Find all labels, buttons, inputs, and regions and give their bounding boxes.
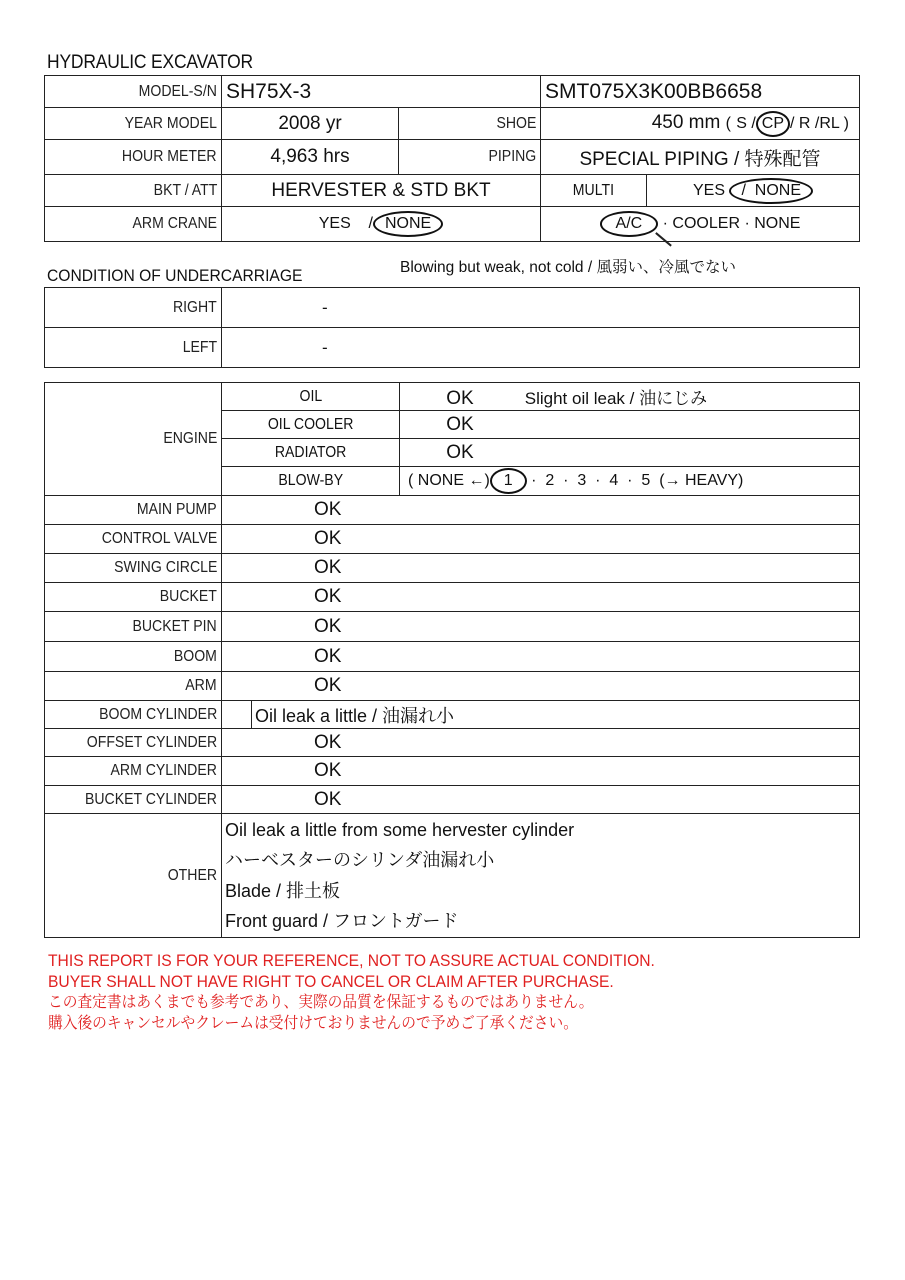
component-status: OK: [222, 612, 860, 642]
component-status: OK: [222, 642, 860, 672]
arm-crane-none-selected: NONE: [373, 211, 443, 237]
ac-value: [541, 207, 860, 242]
shoe-size: 450 mm: [651, 111, 721, 133]
engine-oil-note: Slight oil leak / 油にじみ: [524, 388, 708, 408]
cylinder-status: OK: [222, 729, 860, 757]
component-label: CONTROL VALVE: [45, 525, 222, 554]
ac-options: · COOLER · NONE: [662, 215, 801, 232]
shoe-option-cp-selected: CP: [756, 111, 790, 137]
engine-oil-value: [400, 383, 860, 411]
undercarriage-title: CONDITION OF UNDERCARRIAGE: [47, 266, 303, 285]
component-row: [45, 496, 860, 525]
cylinder-status: OK: [222, 786, 860, 814]
other-note-line: Blade / 排土板: [225, 880, 341, 901]
other-note-line: Oil leak a little from some hervester cylinder: [225, 819, 575, 840]
undercarriage-left-value: -: [222, 328, 860, 368]
undercarriage-table: [44, 287, 860, 368]
engine-radiator-label: RADIATOR: [222, 439, 400, 467]
serial-number: SMT075X3K00BB6658: [541, 76, 860, 108]
blowby-levels: · 2 · 3 · 4 · 5: [531, 472, 651, 489]
disclaimer-line-4: 購入後のキャンセルやクレームは受付けておりませんので予めご了承ください。: [48, 1015, 578, 1032]
component-label: BUCKET: [45, 583, 222, 612]
component-label: MAIN PUMP: [45, 496, 222, 525]
cylinder-row: [45, 757, 860, 786]
component-status: OK: [222, 554, 860, 583]
boom-cylinder-empty-cell: [222, 701, 252, 729]
hour-meter-label: HOUR METER: [45, 140, 222, 175]
shoe-open-paren: (: [725, 114, 731, 132]
disclaimer-line-3: この査定書はあくまでも参考であり、実際の品質を保証するものではありません。: [48, 994, 594, 1011]
undercarriage-right-label: RIGHT: [45, 288, 222, 328]
engine-label: ENGINE: [45, 383, 222, 496]
engine-oil-cooler-value: [400, 411, 860, 439]
component-status: OK: [222, 583, 860, 612]
model-value: SH75X-3: [222, 76, 541, 108]
year-value: 2008 yr: [222, 108, 399, 140]
component-row: [45, 612, 860, 642]
multi-yes: YES: [692, 181, 725, 199]
blowby-heavy-end: (→ HEAVY): [659, 472, 744, 489]
component-label: SWING CIRCLE: [45, 554, 222, 583]
document-title: HYDRAULIC EXCAVATOR: [47, 52, 253, 73]
boom-cylinder-value: Oil leak a little / 油漏れ小: [252, 701, 860, 729]
engine-oil-cooler-label: OIL COOLER: [222, 411, 400, 439]
blowby-none-end: ( NONE ←): [408, 472, 490, 489]
boom-cylinder-label: BOOM CYLINDER: [45, 701, 222, 729]
boom-cylinder-row: [45, 701, 860, 729]
component-label: BUCKET PIN: [45, 612, 222, 642]
engine-oil-label: OIL: [222, 383, 400, 411]
cylinder-label: BUCKET CYLINDER: [45, 786, 222, 814]
component-label: ARM: [45, 672, 222, 701]
multi-none-selected: / NONE: [729, 178, 813, 204]
component-row: [45, 642, 860, 672]
disclaimer-line-1: THIS REPORT IS FOR YOUR REFERENCE, NOT TO ASSURE ACTUAL CONDITION.: [48, 951, 655, 970]
model-sn-label: MODEL-S/N: [45, 76, 222, 108]
ac-selected: A/C: [600, 211, 659, 237]
component-status: OK: [222, 525, 860, 554]
other-note-line: Front guard / フロントガード: [225, 911, 459, 931]
undercarriage-left-label: LEFT: [45, 328, 222, 368]
shoe-option-s: S /: [736, 114, 756, 132]
condition-table: [44, 382, 860, 938]
cylinder-row: [45, 786, 860, 814]
component-row: [45, 583, 860, 612]
component-status: OK: [222, 496, 860, 525]
undercarriage-right-value: -: [222, 288, 860, 328]
engine-radiator-value: [400, 439, 860, 467]
component-row: [45, 525, 860, 554]
cylinder-status: OK: [222, 757, 860, 786]
bkt-att-value: HERVESTER & STD BKT: [222, 175, 541, 207]
engine-radiator-status: OK: [446, 441, 474, 463]
bkt-att-label: BKT / ATT: [45, 175, 222, 207]
component-row: [45, 672, 860, 701]
arm-crane-separator: /: [368, 215, 373, 232]
component-row: [45, 554, 860, 583]
cylinder-row: [45, 729, 860, 757]
engine-oil-status: OK: [446, 387, 474, 409]
engine-oil-cooler-status: OK: [446, 413, 474, 435]
piping-value: SPECIAL PIPING / 特殊配管: [541, 140, 860, 175]
ac-note: Blowing but weak, not cold / 風弱い、冷風でない: [400, 259, 736, 276]
undercarriage-row: [45, 288, 860, 328]
cylinder-label: ARM CYLINDER: [45, 757, 222, 786]
disclaimer-line-2: BUYER SHALL NOT HAVE RIGHT TO CANCEL OR CLAIM AFTER PURCHASE.: [48, 972, 614, 991]
shoe-option-r-rl: / R /RL ): [790, 114, 849, 132]
multi-label: MULTI: [541, 175, 647, 207]
multi-value: [647, 175, 860, 207]
arm-crane-yes: YES: [318, 215, 351, 232]
other-row: [45, 814, 860, 938]
engine-blowby-scale: [400, 467, 860, 496]
year-label: YEAR MODEL: [45, 108, 222, 140]
piping-label: PIPING: [399, 140, 541, 175]
other-note-line: ハーベスターのシリンダ油漏れ小: [225, 850, 495, 870]
other-notes: [222, 814, 860, 938]
undercarriage-row: [45, 328, 860, 368]
component-label: BOOM: [45, 642, 222, 672]
cylinder-label: OFFSET CYLINDER: [45, 729, 222, 757]
blowby-selected-level: 1: [490, 468, 527, 494]
shoe-value: [541, 108, 860, 140]
machine-info-table: [44, 75, 860, 242]
engine-blowby-label: BLOW-BY: [222, 467, 400, 496]
arm-crane-value: [222, 207, 541, 242]
hour-meter-value: 4,963 hrs: [222, 140, 399, 175]
arm-crane-label: ARM CRANE: [45, 207, 222, 242]
shoe-label: SHOE: [399, 108, 541, 140]
component-status: OK: [222, 672, 860, 701]
other-label: OTHER: [45, 814, 222, 938]
